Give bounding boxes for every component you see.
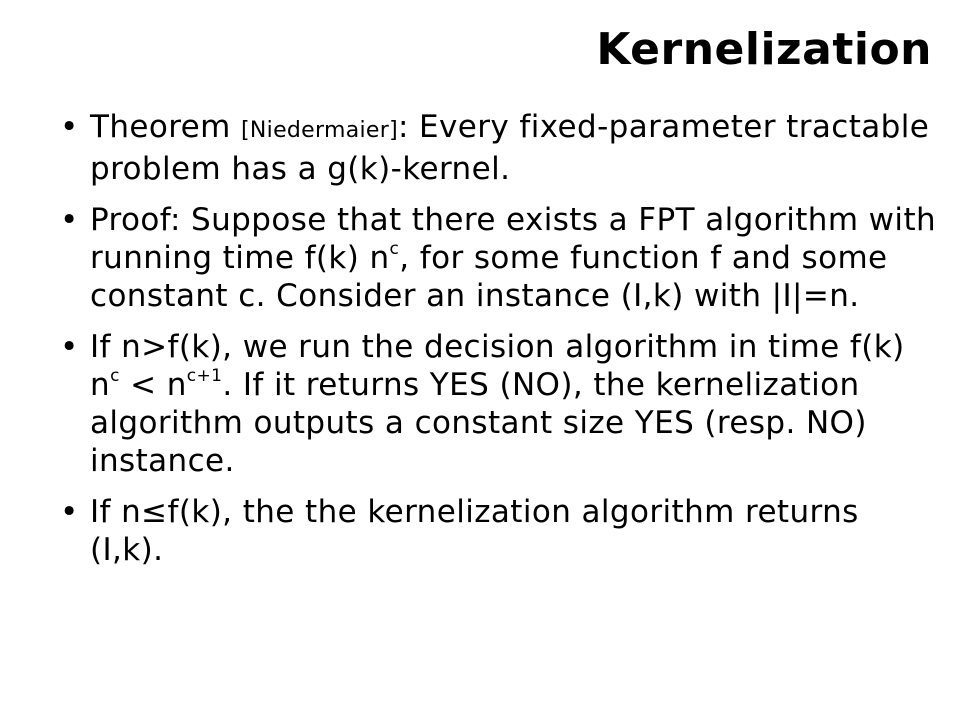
- theorem-citation: [Niedermaier]: [241, 118, 398, 143]
- bullet-case-large: [60, 328, 940, 480]
- bullet-case-small: [60, 493, 940, 569]
- case-large-text-1: If n>f(k), we run the decision algorithm in time f(k) n: [90, 329, 905, 403]
- case-large-text-2: < n: [119, 367, 187, 403]
- bullet-marker: •: [60, 329, 79, 365]
- case-large-text-3: . If it returns YES (NO), the kernelization algorithm outputs a constant size YES (resp. NO) instance.: [90, 367, 867, 479]
- proof-text-1: Proof: Suppose that there exists a FPT algorithm with running time f(k) n: [90, 202, 937, 276]
- proof-text-2: , for some function f and some constant c. Consider an instance (I,k) with |I|=n.: [90, 240, 888, 314]
- bullet-list: [60, 108, 940, 582]
- case-large-superscript-2: c+1: [186, 366, 223, 386]
- theorem-lead: Theorem: [90, 109, 242, 145]
- proof-superscript: c: [389, 239, 400, 259]
- theorem-text: : Every fixed-parameter tractable problem has a g(k)-kernel.: [90, 109, 930, 187]
- bullet-marker: •: [60, 494, 79, 530]
- bullet-marker: •: [60, 202, 79, 238]
- bullet-proof: [60, 201, 940, 315]
- case-small-text: If n≤f(k), the the kernelization algorithm returns (I,k).: [90, 494, 859, 568]
- bullet-theorem: [60, 108, 940, 188]
- slide-title: Kernelization: [596, 24, 932, 75]
- bullet-marker: •: [60, 109, 79, 145]
- case-large-superscript-1: c: [110, 366, 120, 386]
